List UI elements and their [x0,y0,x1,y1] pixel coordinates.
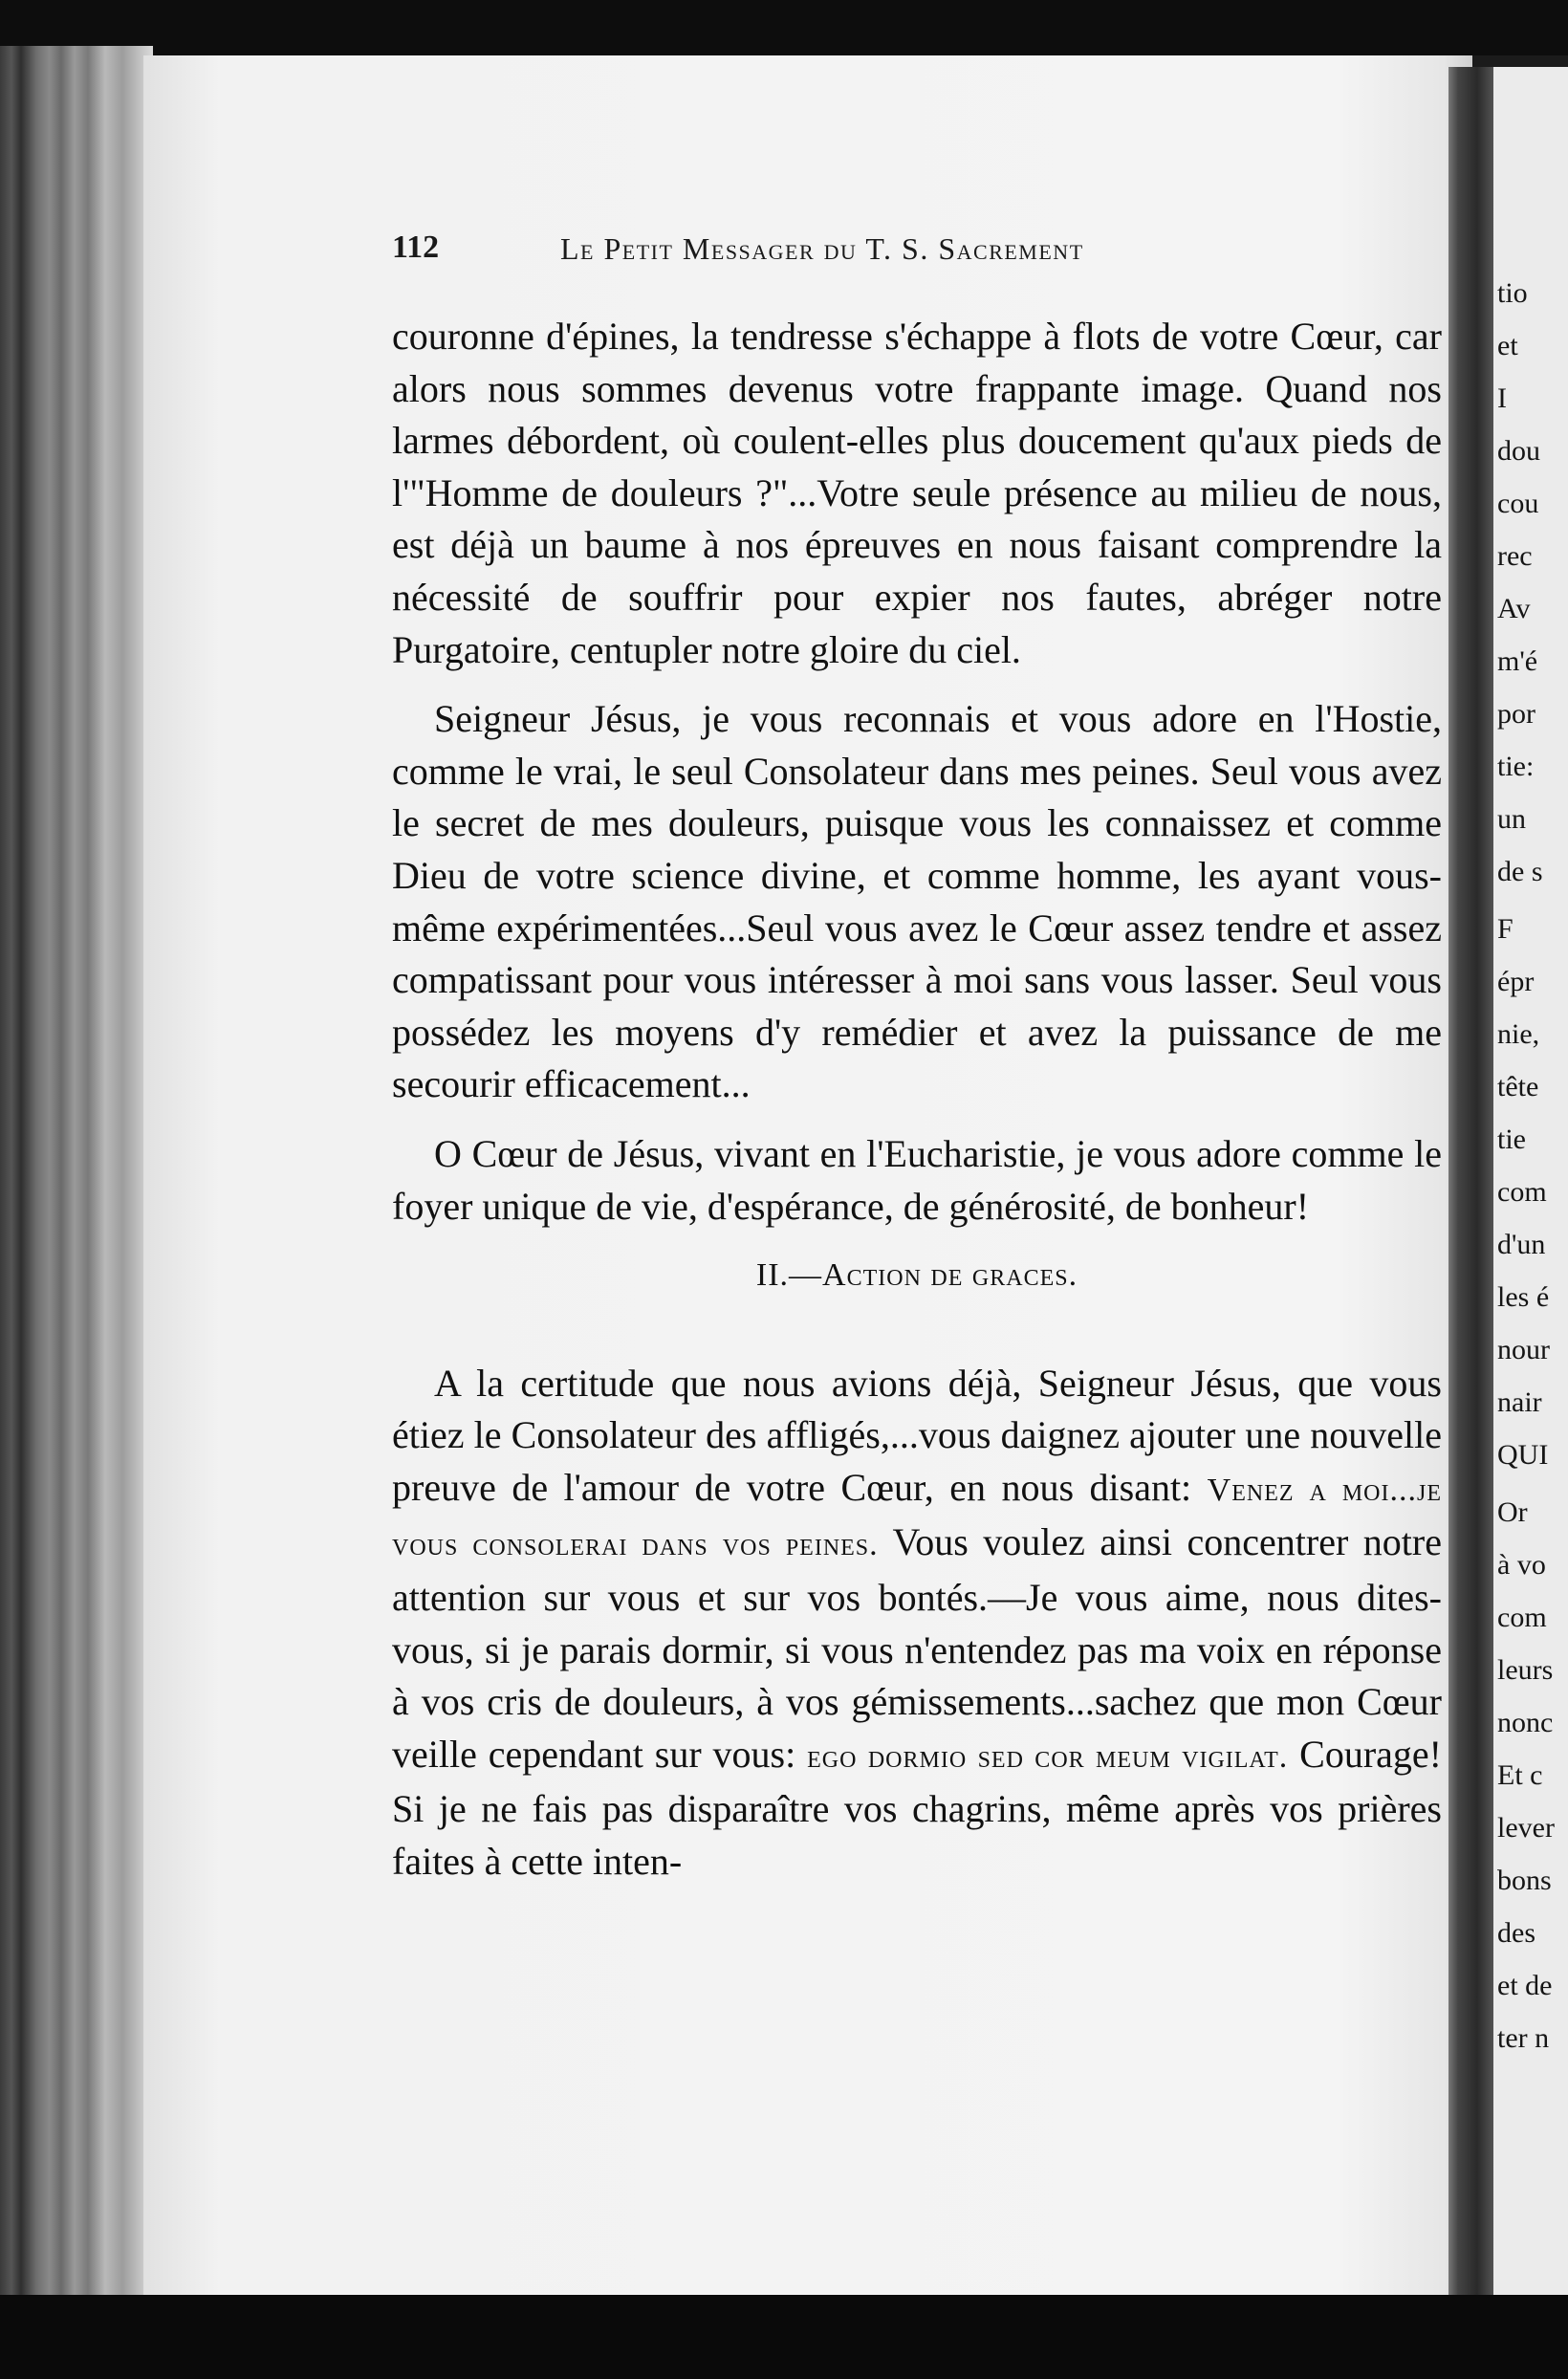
next-page-fragment: tie [1497,1124,1526,1155]
paragraph-2: Seigneur Jésus, je vous reconnais et vous adore en l'Hostie, comme le vrai, le seul Consolateur dans mes peines. Seul vous avez le secret de mes douleurs, puisque vous les connaissez et comme Dieu de votre science divine, et comme homme, les ayant vous-même expérimentées...Seul vous avez le Cœur assez tendre et assez compatissant pour vous intéresser à moi sans vous lasser. Seul vous possédez les moyens d'y remédier et avez la puissance de me secourir efficacement... [392,697,1442,1106]
paragraph-4-text-1: A la certitude que nous avions déjà, Seigneur Jésus, que vous étiez le Consolateur des affligés,...vous daignez ajouter une nouvelle preuve de l'amour de votre Cœur, en nous disant: [392,1361,1442,1509]
paragraph-4-text-2: Vous voulez ainsi concentrer notre attention sur vous et sur vos bontés.—Je vous aime, nous dites-vous, si je parais dormir, si vous n'entendez pas ma voix en réponse à vos cris de douleurs, à vos gémissements...sachez que mon Cœur veille cependant sur vous: [392,1520,1442,1776]
next-page-fragment: tio [1497,277,1528,309]
page-number: 112 [392,229,440,265]
paragraph-4-text-3: Courage! Si je ne fais pas disparaître vos chagrins, même après vos prières faites à cette inten- [392,1732,1442,1884]
next-page-fragment: bons [1497,1865,1552,1896]
next-page-fragment: ter n [1497,2022,1550,2054]
next-page-fragment: nour [1497,1334,1550,1365]
next-page-fragment: épr [1497,966,1535,997]
next-page-fragment: à vo [1497,1549,1546,1581]
next-page-fragment: Et c [1497,1759,1543,1791]
next-page-edge [1493,67,1568,2295]
next-page-fragment: com [1497,1602,1547,1633]
next-page-fragment: lever [1497,1812,1555,1844]
next-page-fragment: dou [1497,435,1540,467]
next-page-fragment: des [1497,1917,1535,1949]
next-page-fragment: leurs [1497,1654,1554,1686]
next-page-fragment: I [1497,382,1507,414]
section-heading: II.—Action de graces. [755,1257,1078,1294]
next-page-fragment: nonc [1497,1707,1554,1738]
paragraph-4 [392,1358,1442,1888]
book-page-edges [0,46,153,2303]
next-page-fragment: rec [1497,540,1533,572]
next-page-fragment: les é [1497,1281,1550,1313]
next-page-fragment: cou [1497,488,1539,519]
book-gutter [1448,67,1494,2295]
next-page-fragment: et [1497,330,1518,361]
next-page-fragment: nair [1497,1386,1542,1418]
running-title: Le Petit Messager du T. S. Sacrement [560,231,1084,266]
next-page-fragment: m'é [1497,645,1538,677]
small-caps-quote-2: ego dormio sed cor meum vigilat. [807,1738,1289,1775]
body-text [392,311,1442,1888]
next-page-fragment: un [1497,803,1526,835]
running-head [392,229,1300,268]
scan-background-top [0,0,1568,55]
next-page-fragment: F [1497,913,1514,945]
next-page-fragment: nie, [1497,1018,1540,1050]
scan-background-bottom [0,2295,1568,2379]
paragraph-1: couronne d'épines, la tendresse s'échappe à flots de votre Cœur, car alors nous sommes devenus votre frappante image. Quand nos larmes débordent, où coulent-elles plus doucement qu'aux pieds de l'"Homme de douleurs ?"...Votre seule présence au milieu de nous, est déjà un baume à nos épreuves en nous faisant comprendre la nécessité de souffrir pour expier nos fautes, abréger notre Purgatoire, centupler notre gloire du ciel. [392,315,1442,671]
paragraph-3: O Cœur de Jésus, vivant en l'Eucharistie, je vous adore comme le foyer unique de vie, d'espérance, de générosité, de bonheur! [392,1131,1442,1228]
next-page-fragment: Or [1497,1496,1528,1528]
next-page-fragment: QUI [1497,1439,1549,1471]
next-page-fragment: com [1497,1176,1547,1208]
next-page-fragment: et de [1497,1970,1553,2001]
next-page-fragment: tête [1497,1071,1539,1102]
next-page-fragment: por [1497,698,1535,730]
small-caps-quote-1: Venez a moi...je vous consolerai dans vos peines. [392,1472,1442,1563]
next-page-fragment: tie: [1497,751,1535,782]
next-page-fragment: d'un [1497,1229,1546,1260]
next-page-fragment: de s [1497,856,1543,887]
next-page-fragment: Av [1497,593,1531,624]
